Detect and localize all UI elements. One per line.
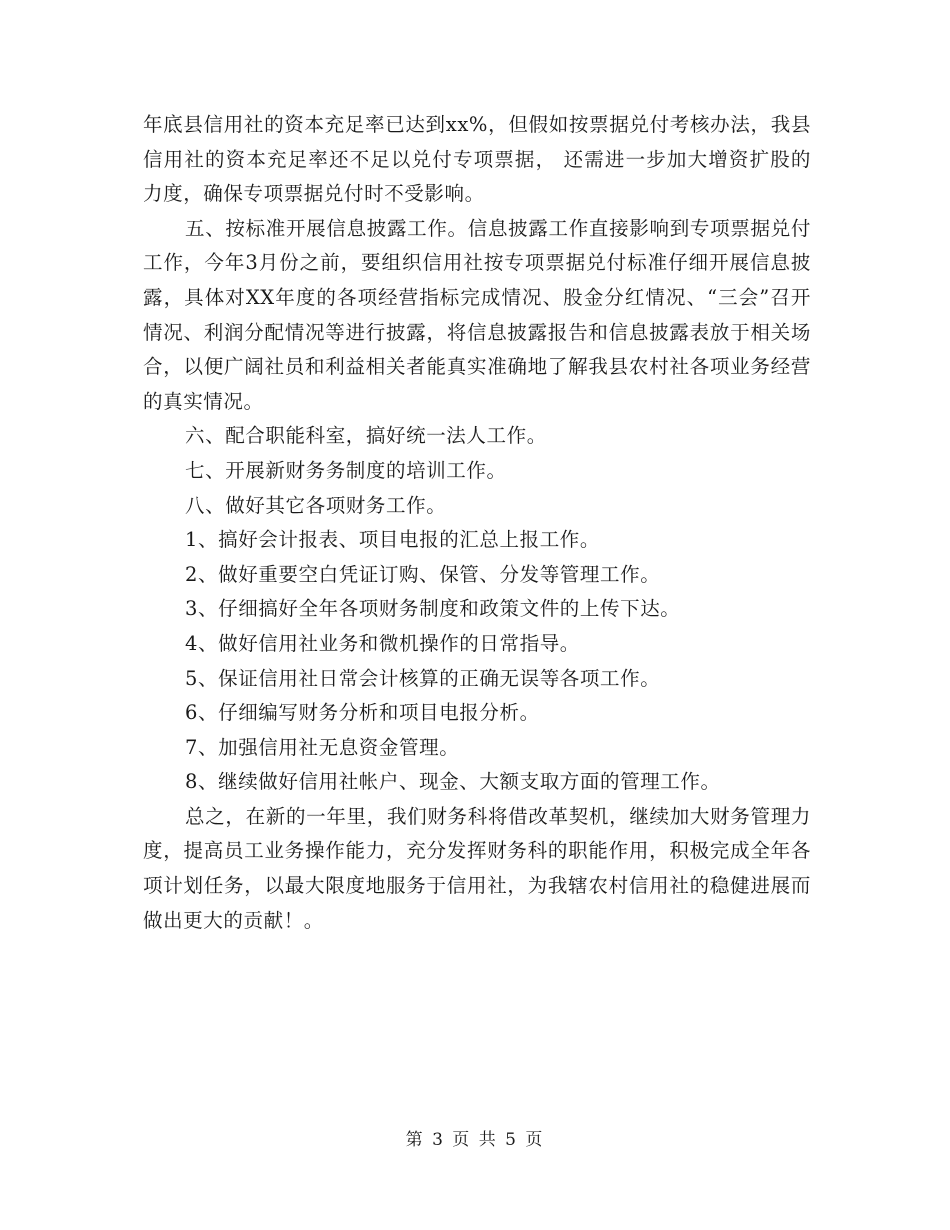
list-item-3: 3、仔细搞好全年各项财务制度和政策文件的上传下达。 bbox=[185, 597, 681, 621]
paragraph-section-seven: 七、开展新财务务制度的培训工作。 bbox=[185, 458, 507, 482]
document-body bbox=[143, 108, 811, 938]
page-number-label: 第 3 页 共 5 页 bbox=[405, 1130, 545, 1150]
list-item-8: 8、继续做好信用社帐户、现金、大额支取方面的管理工作。 bbox=[185, 770, 721, 794]
paragraph-conclusion: 总之，在新的一年里，我们财务科将借改革契机，继续加大财务管理力度，提高员工业务操作能力，充分发挥财务科的职能作用，积极完成全年各项计划任务，以最大限度地服务于信用社，为我辖农村信用社的稳健进展而做出更大的贡献！。 bbox=[143, 804, 811, 932]
paragraph-continuation: 年底县信用社的资本充足率已达到xx%，但假如按票据兑付考核办法，我县信用社的资本充足率还不足以兑付专项票据， 还需进一步加大增资扩股的力度，确保专项票据兑付时不受影响。 bbox=[143, 113, 811, 206]
paragraph-section-six: 六、配合职能科室，搞好统一法人工作。 bbox=[185, 424, 547, 448]
list-item-7: 7、加强信用社无息资金管理。 bbox=[185, 735, 460, 759]
paragraph-section-five: 五、按标准开展信息披露工作。信息披露工作直接影响到专项票据兑付工作，今年3月份之前，要组织信用社按专项票据兑付标准仔细开展信息披露，具体对XX年度的各项经营指标完成情况、股金分红情况、“三会”召开情况、利润分配情况等进行披露，将信息披露报告和信息披露表放于相关场合，以便广阔社员和利益相关者能真实准确地了解我县农村社各项业务经营的真实情况。 bbox=[143, 216, 811, 413]
list-item-4: 4、做好信用社业务和微机操作的日常指导。 bbox=[185, 631, 580, 655]
list-item-5: 5、保证信用社日常会计核算的正确无误等各项工作。 bbox=[185, 666, 661, 690]
paragraph-section-eight: 八、做好其它各项财务工作。 bbox=[185, 493, 447, 517]
page-footer bbox=[0, 1125, 950, 1150]
list-item-2: 2、做好重要空白凭证订购、保管、分发等管理工作。 bbox=[185, 562, 661, 586]
list-item-6: 6、仔细编写财务分析和项目电报分析。 bbox=[185, 701, 540, 725]
list-item-1: 1、搞好会计报表、项目电报的汇总上报工作。 bbox=[185, 528, 601, 552]
